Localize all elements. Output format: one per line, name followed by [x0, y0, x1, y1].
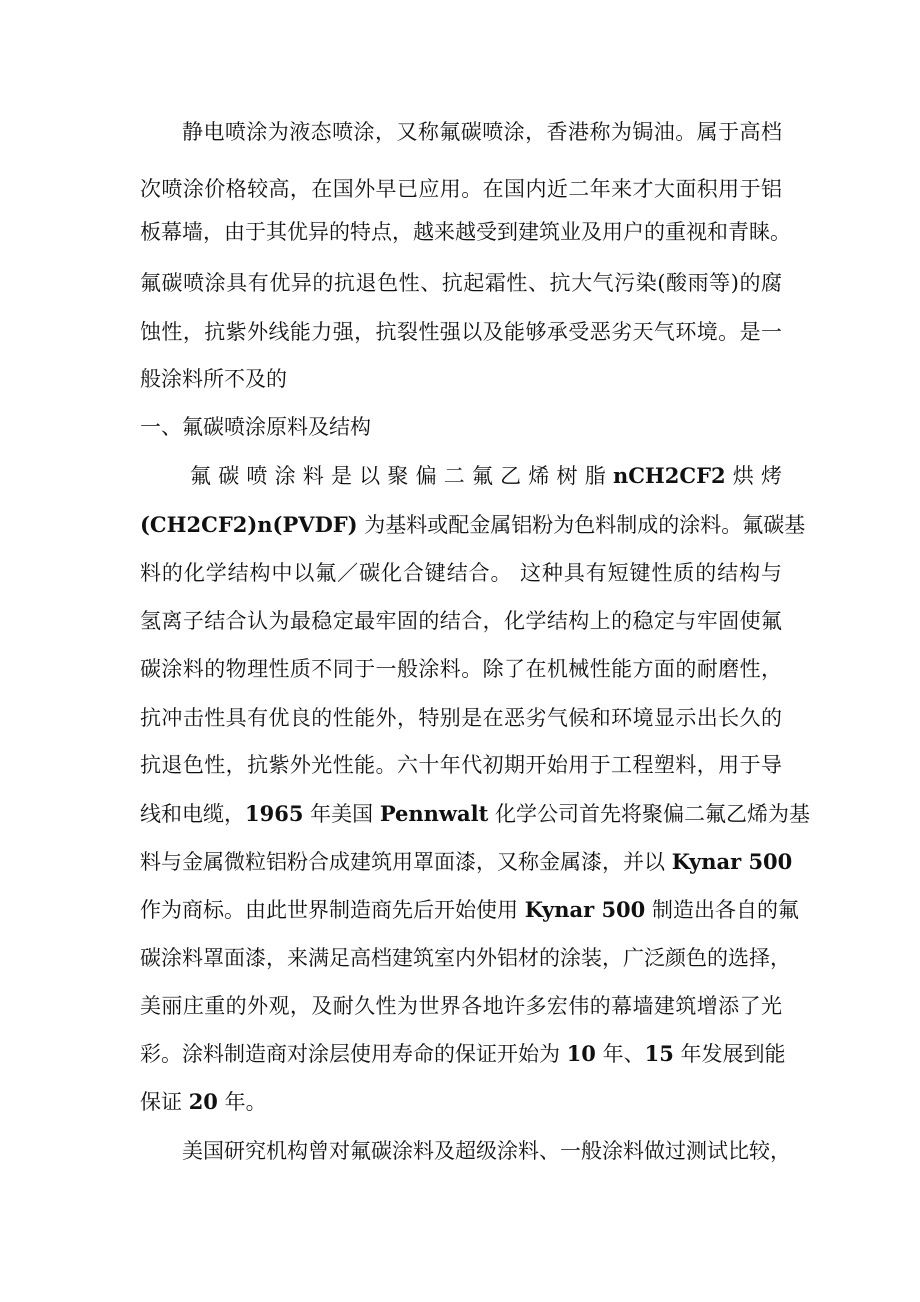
- paragraph-2-line-1-text-end: 烘烤: [725, 464, 783, 488]
- paragraph-2-line-13-text: 彩。涂料制造商对涂层使用寿命的保证开始为: [140, 1042, 567, 1066]
- company-name: Pennwalt: [379, 801, 489, 826]
- trademark-name-2: Kynar 500: [524, 897, 646, 922]
- paragraph-2-line-3: 料的化学结构中以氟／碳化合键结合。 这种具有短键性质的结构与: [140, 561, 782, 585]
- paragraph-2-line-2: [140, 508, 806, 542]
- years-15: 15: [644, 1041, 674, 1066]
- paragraph-2-line-14-text: 保证: [140, 1090, 189, 1114]
- paragraph-2-line-6: 抗冲击性具有优良的性能外，特别是在恶劣气候和环境显示出长久的: [140, 706, 782, 730]
- paragraph-2-line-11: 碳涂料罩面漆，来满足高档建筑室内外铝材的涂装，广泛颜色的选择，: [140, 946, 791, 970]
- paragraph-2-line-9: [140, 845, 793, 879]
- formula-polymer: (CH2CF2)n(PVDF): [140, 512, 358, 537]
- paragraph-2-line-12: 美丽庄重的外观，及耐久性为世界各地许多宏伟的幕墙建筑增添了光: [140, 994, 782, 1018]
- paragraph-2-line-13-text-2: 年、: [595, 1042, 645, 1066]
- paragraph-2-line-14-text-2: 年。: [217, 1090, 267, 1114]
- paragraph-2-line-4: 氢离子结合认为最稳定最牢固的结合，化学结构上的稳定与牢固使氟: [140, 609, 782, 633]
- paragraph-2-line-9-text: 料与金属微粒铝粉合成建筑用罩面漆，又称金属漆，并以: [140, 850, 672, 874]
- paragraph-2-line-13-text-3: 年发展到能: [673, 1042, 786, 1066]
- year-1965: 1965: [245, 801, 304, 826]
- paragraph-1-line-1: 静电喷涂为液态喷涂，又称氟碳喷涂，香港称为锔油。属于高档: [182, 120, 782, 144]
- paragraph-2-line-10-text-2: 制造出各自的氟: [645, 898, 799, 922]
- paragraph-2-line-7: 抗退色性，抗紫外光性能。六十年代初期开始用于工程塑料，用于导: [140, 753, 782, 777]
- paragraph-1-line-6: 般涂料所不及的: [140, 367, 287, 391]
- paragraph-1-line-3: 板幕墙，由于其优异的特点，越来越受到建筑业及用户的重视和青睐。: [140, 220, 791, 244]
- paragraph-2-line-1-text: 氟碳喷涂料是以聚偏二氟乙烯树脂: [190, 464, 613, 488]
- paragraph-2-line-8: [140, 797, 810, 831]
- paragraph-2-line-2-text: 为基料或配金属铝粉为色料制成的涂料。氟碳基: [357, 513, 806, 537]
- section-heading: 一、氟碳喷涂原料及结构: [140, 415, 371, 439]
- formula-monomer: nCH2CF2: [612, 463, 726, 488]
- paragraph-1-line-4: 氟碳喷涂具有优异的抗退色性、抗起霜性、抗大气污染(酸雨等)的腐: [140, 271, 782, 295]
- trademark-name: Kynar 500: [671, 849, 793, 874]
- paragraph-2-line-10-text: 作为商标。由此世界制造商先后开始使用: [140, 898, 525, 922]
- paragraph-2-line-1: [190, 459, 782, 493]
- paragraph-2-line-8-text-3: 化学公司首先将聚偏二氟乙烯为基: [488, 802, 810, 826]
- paragraph-2-line-5: 碳涂料的物理性质不同于一般涂料。除了在机械性能方面的耐磨性，: [140, 657, 782, 681]
- paragraph-1-line-2: 次喷涂价格较高，在国外早已应用。在国内近二年来才大面积用于铝: [140, 177, 782, 201]
- paragraph-3-line-1: 美国研究机构曾对氟碳涂料及超级涂料、一般涂料做过测试比较，: [182, 1139, 791, 1163]
- paragraph-1-line-5: 蚀性，抗紫外线能力强，抗裂性强以及能够承受恶劣天气环境。是一: [140, 320, 782, 344]
- paragraph-2-line-10: [140, 893, 799, 927]
- paragraph-2-line-13: [140, 1037, 786, 1071]
- paragraph-2-line-14: [140, 1085, 782, 1119]
- years-10: 10: [566, 1041, 596, 1066]
- paragraph-2-line-8-text-2: 年美国: [303, 802, 380, 826]
- paragraph-2-line-8-text: 线和电缆，: [140, 802, 245, 826]
- years-20: 20: [188, 1089, 218, 1114]
